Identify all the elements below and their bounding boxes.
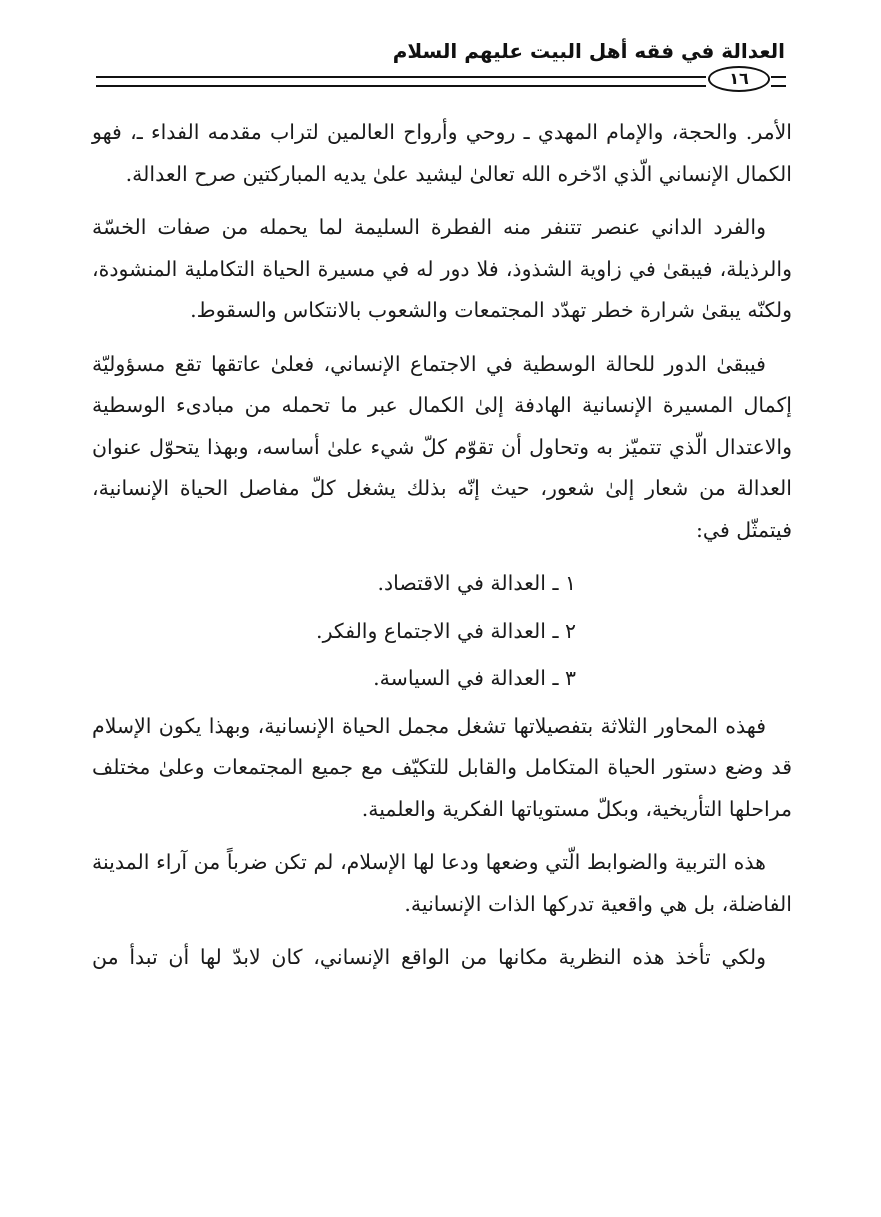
paragraph: فيبقىٰ الدور للحالة الوسطية في الاجتماع الإنساني، فعلىٰ عاتقها تقع مسؤوليّة إكمال المسيرة الإنسانية الهادفة إلىٰ الكمال عبر ما تحمله من مبادىء الوسطية والاعتدال الّذي تتميّز به وتحاول أن تقوّم كلّ شيء علىٰ أساسه، وبهذا يتحوّل عنوان العدالة من شعار إلىٰ شعور، حيث إنّه بذلك يشغل كلّ مفاصل الحياة الإنسانية، فيتمثّل في: xyxy=(92,351,792,542)
list-item: ٣ ـ العدالة في السياسة. xyxy=(373,666,576,690)
header-rule-line-lower xyxy=(96,85,706,87)
page-number: ١٦ xyxy=(708,66,770,92)
list-item: ٢ ـ العدالة في الاجتماع والفكر. xyxy=(316,618,576,643)
list-item: ١ ـ العدالة في الاقتصاد. xyxy=(377,571,576,595)
paragraph-continuation: الأمر. والحجة، والإمام المهدي ـ روحي وأرواح العالمين لتراب مقدمه الفداء ـ، فهو الكمال الإنساني الّذي ادّخره الله تعالىٰ ليشيد علىٰ يديه المباركتين صرح العدالة. xyxy=(92,120,792,186)
header-rule-line-right-lower xyxy=(771,85,786,87)
running-title: العدالة في فقه أهل البيت عليهم السلام xyxy=(392,39,785,63)
paragraph: هذه التربية والضوابط الّتي وضعها ودعا لها الإسلام، لم تكن ضرباً من آراء المدينة الفاضلة، بل هي واقعية تدركها الذات الإنسانية. xyxy=(92,850,792,916)
paragraph: ولكي تأخذ هذه النظرية مكانها من الواقع الإنساني، كان لابدّ لها أن تبدأ من xyxy=(92,945,766,969)
body-text xyxy=(92,112,792,991)
paragraph: فهذه المحاور الثلاثة بتفصيلاتها تشغل مجمل الحياة الإنسانية، وبهذا يكون الإسلام قد وضع دستور الحياة المتكامل والقابل للتكيّف مع جميع المجتمعات وعلىٰ مختلف مراحلها التأريخية، وبكلّ مستوياتها الفكرية والعلمية. xyxy=(92,713,792,821)
header-rule-line-upper xyxy=(96,76,706,78)
header-rule-line-right-upper xyxy=(771,76,786,78)
paragraph: والفرد الداني عنصر تتنفر منه الفطرة السليمة لما يحمله من صفات الخسّة والرذيلة، فيبقىٰ في زاوية الشذوذ، فلا دور له في مسيرة الحياة التكاملية المنشودة، ولكنّه يبقىٰ شرارة خطر تهدّد المجتمعات والشعوب بالانتكاس والسقوط. xyxy=(92,215,792,322)
header-rule xyxy=(96,69,786,94)
